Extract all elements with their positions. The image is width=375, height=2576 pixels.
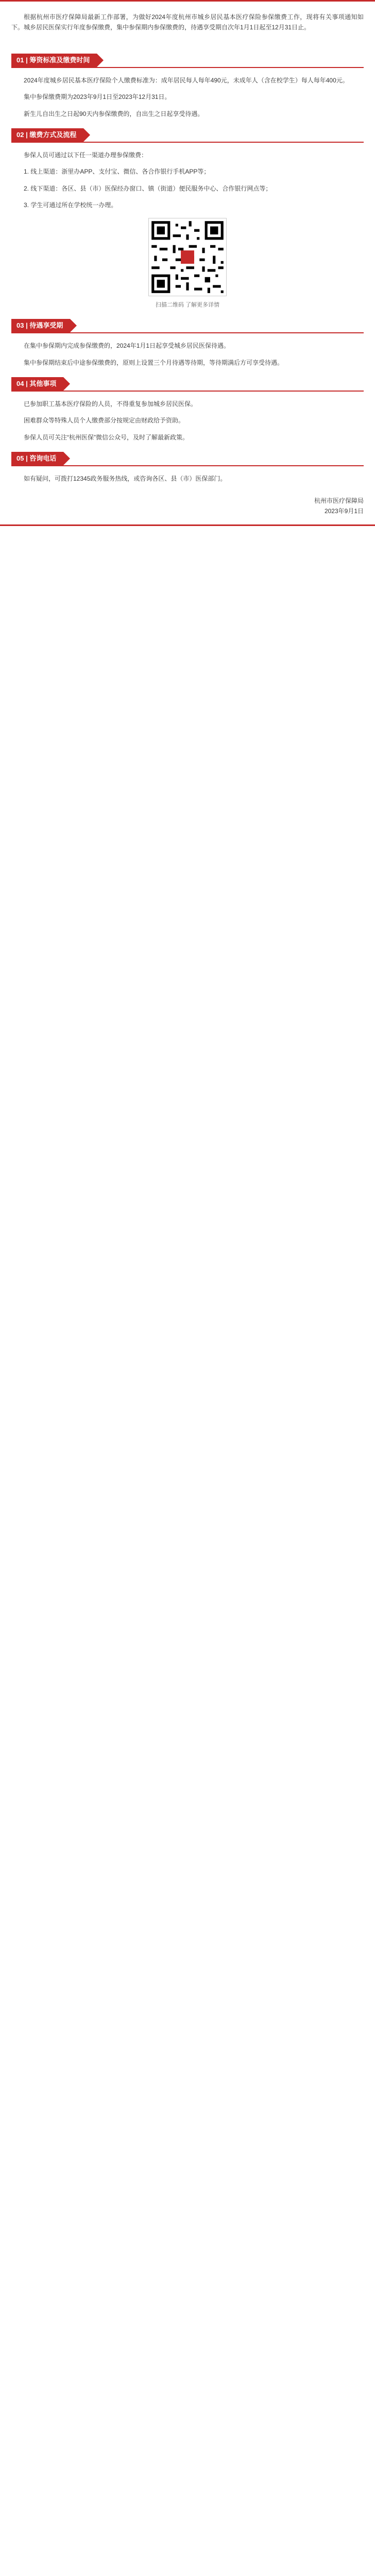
qr-code[interactable] — [148, 218, 227, 296]
section-head — [11, 319, 364, 333]
page — [0, 0, 375, 526]
section-body — [0, 75, 375, 119]
footer-signature: 杭州市医疗保障局 — [314, 497, 364, 504]
section-paragraph: 3. 学生可通过所在学校统一办理。 — [24, 201, 117, 209]
qr-caption: 扫描二维码 了解更多详情 — [155, 301, 220, 308]
intro — [0, 2, 375, 44]
section-tag: 01 | 筹资标准及缴费时间 — [11, 54, 97, 67]
section-tag: 04 | 其他事项 — [11, 377, 63, 391]
section-paragraph: 已参加职工基本医疗保险的人员，不得重复参加城乡居民医保。 — [24, 400, 197, 408]
section-body — [0, 341, 375, 368]
section-paragraph: 新生儿自出生之日起90天内参保缴费的，自出生之日起享受待遇。 — [24, 110, 204, 117]
section-paragraph: 1. 线上渠道：浙里办APP、支付宝、微信、各合作银行手机APP等； — [24, 168, 210, 176]
section-head — [11, 377, 364, 392]
contact-paragraph: 如有疑问，可拨打12345政务服务热线，或咨询各区、县（市）医保部门。 — [24, 475, 227, 483]
section-paragraph: 集中参保期结束后中途参保缴费的，原则上设置三个月待遇等待期，等待期满后方可享受待遇。 — [24, 359, 284, 366]
section-4 — [0, 377, 375, 443]
bottom-rule — [0, 524, 375, 526]
section-tag: 05 | 咨询电话 — [11, 452, 63, 465]
qr-code-icon — [149, 218, 226, 296]
section-paragraph: 参保人员可关注“杭州医保”微信公众号，及时了解最新政策。 — [24, 433, 189, 441]
section-head — [11, 54, 364, 68]
section-paragraph: 困难群众等特殊人员个人缴费部分按规定由财政给予资助。 — [24, 417, 185, 425]
section-paragraph: 2024年度城乡居民基本医疗保险个人缴费标准为：成年居民每人每年490元，未成年人（含在校学生）每人每年400元。 — [24, 76, 349, 84]
section-paragraph: 在集中参保期内完成参保缴费的，2024年1月1日起享受城乡居民医保待遇。 — [24, 342, 230, 350]
section-1 — [0, 54, 375, 119]
section-paragraph: 2. 线下渠道：各区、县（市）医保经办窗口、镇（街道）便民服务中心、合作银行网点等； — [24, 184, 272, 192]
section-paragraph: 参保人员可通过以下任一渠道办理参保缴费： — [24, 151, 148, 159]
section-tag: 03 | 待遇享受期 — [11, 319, 70, 332]
section-head — [11, 452, 364, 466]
qr-code-wrap — [0, 218, 375, 296]
footer-date: 2023年9月1日 — [324, 507, 364, 515]
section-3 — [0, 319, 375, 368]
section-contact — [0, 452, 375, 484]
intro-paragraph: 根据杭州市医疗保障局最新工作部署，为做好2024年度杭州市城乡居民基本医疗保险参保缴费工作，现将有关事项通知如下。城乡居民医保实行年度参保缴费，集中参保期内参保缴费的，待遇享受期自次年1月1日起至12月31日止。 — [11, 13, 364, 31]
section-2 — [0, 128, 375, 211]
section-paragraph: 集中参保缴费期为2023年9月1日至2023年12月31日。 — [24, 93, 171, 101]
section-head — [11, 128, 364, 143]
section-body — [0, 399, 375, 443]
section-body — [0, 150, 375, 211]
section-tag: 02 | 缴费方式及流程 — [11, 128, 83, 142]
section-body — [0, 473, 375, 484]
